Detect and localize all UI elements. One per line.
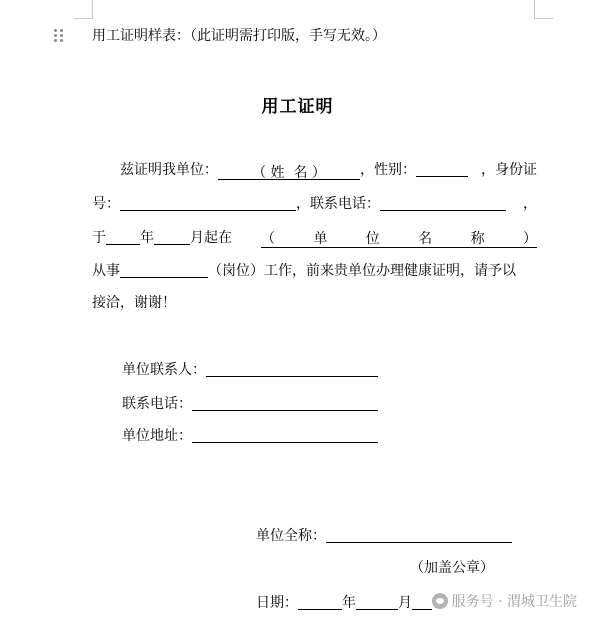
id-label-start: ，身份证 bbox=[481, 162, 537, 178]
unit-char: 位 bbox=[365, 231, 380, 247]
date-day-blank bbox=[412, 593, 432, 610]
date-year-blank bbox=[298, 593, 342, 610]
watermark-text: 服务号 · 渭城卫生院 bbox=[451, 594, 577, 610]
gender-blank bbox=[416, 160, 468, 177]
contact-person-row bbox=[122, 360, 378, 380]
paragraph-line-2 bbox=[92, 194, 537, 214]
month-blank bbox=[154, 228, 190, 245]
unit-address-blank bbox=[192, 426, 378, 443]
phone-blank bbox=[380, 194, 506, 211]
paragraph-line-4 bbox=[92, 261, 537, 281]
unit-name-blank bbox=[261, 229, 537, 248]
unit-address-row bbox=[122, 426, 378, 446]
year-blank bbox=[106, 228, 140, 245]
page-corner-mark-left bbox=[74, 0, 93, 19]
paragraph-line-3 bbox=[92, 228, 537, 248]
drag-handle-icon[interactable] bbox=[54, 29, 66, 43]
unit-char: ） bbox=[522, 231, 537, 247]
name-blank bbox=[218, 163, 360, 180]
unit-fullname-label: 单位全称： bbox=[256, 528, 326, 544]
contact-phone-blank bbox=[192, 394, 378, 411]
position-text: （岗位）工作，前来贵单位办理健康证明，请予以 bbox=[208, 263, 516, 279]
id-label-end: 号： bbox=[92, 196, 120, 212]
page-corner-mark-right bbox=[534, 0, 553, 19]
unit-fullname-row bbox=[256, 526, 512, 546]
phone-label: ，联系电话： bbox=[296, 196, 380, 212]
unit-char: 称 bbox=[470, 231, 485, 247]
gender-label: ，性别： bbox=[360, 162, 416, 178]
unit-char: 名 bbox=[418, 231, 433, 247]
date-year-text: 年 bbox=[342, 595, 356, 611]
year-text: 年 bbox=[140, 230, 154, 246]
position-blank bbox=[120, 261, 208, 278]
seal-note: （加盖公章） bbox=[410, 560, 494, 576]
contact-phone-row bbox=[122, 394, 378, 414]
date-month-text: 月 bbox=[398, 595, 412, 611]
date-label: 日期： bbox=[256, 595, 298, 611]
name-hint: （ 姓 名 ） bbox=[252, 165, 326, 181]
date-month-blank bbox=[356, 593, 398, 610]
document-title: 用工证明 bbox=[261, 97, 334, 117]
date-row bbox=[256, 593, 446, 613]
paragraph-line-1 bbox=[92, 160, 537, 180]
cong-shi-text: 从事 bbox=[92, 263, 120, 279]
closing-text: 接洽，谢谢！ bbox=[92, 295, 176, 311]
contact-person-label: 单位联系人： bbox=[122, 362, 206, 378]
intro-text: 兹证明我单位： bbox=[120, 162, 218, 178]
unit-fullname-blank bbox=[326, 526, 512, 543]
unit-address-label: 单位地址： bbox=[122, 428, 192, 444]
unit-char: 单 bbox=[313, 231, 328, 247]
id-blank bbox=[120, 194, 296, 211]
header-note: 用工证明样表：（此证明需打印版，手写无效。） bbox=[92, 28, 386, 44]
contact-person-blank bbox=[206, 360, 378, 377]
unit-char: （ bbox=[261, 231, 275, 247]
yu-text: 于 bbox=[92, 230, 106, 246]
comma: ， bbox=[523, 196, 537, 212]
wechat-watermark bbox=[432, 591, 577, 611]
contact-phone-label: 联系电话： bbox=[122, 396, 192, 412]
wechat-icon bbox=[432, 593, 448, 609]
month-since-text: 月起在 bbox=[190, 230, 232, 246]
